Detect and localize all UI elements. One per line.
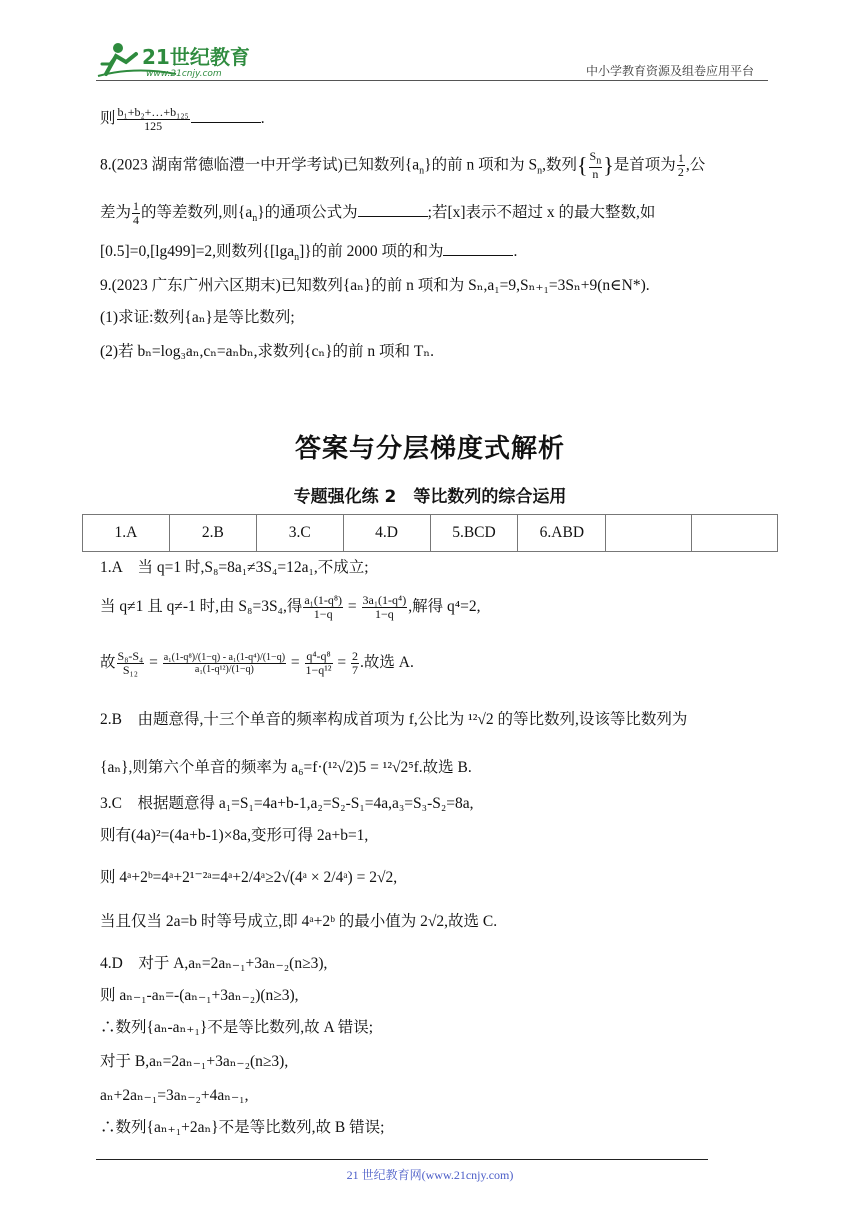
sol4-line-2: 则 aₙ₋₁-aₙ=-(aₙ₋₁+3aₙ₋₂)(n≥3),	[100, 987, 299, 1004]
q8-line-2: 差为 $\frac{1}{4}$ 的等差数列,则$\{a_n\}$的通项公式为 ;若[x]表示不超过 x 的最大整数,如	[100, 199, 656, 227]
q9-line-3: (2)若 bₙ=log₃aₙ,cₙ=aₙbₙ,求数列{cₙ}的前 n 项和 Tₙ.	[100, 343, 434, 360]
q9-line-1: 9.(2023 广东广州六区期末)已知数列{aₙ}的前 n 项和为 Sₙ,a₁=9,Sₙ₊₁=3Sₙ+9(n∈N*).	[100, 277, 650, 294]
sol1-line-2: 当 q≠1 且 q≠-1 时,由 S₈=3S₄,得 $\frac{\text{a₁(1-q⁸)}}{1-q}$ = $\frac{\text{3a₁(1-q⁴)}}{1-q}$ ,解得 q⁴=2,	[100, 593, 481, 621]
q8-line-3: [0.5]=0,[lg499]=2,则数列{[lga$_n$]}的前 2000 项的和为 .	[100, 243, 518, 264]
platform-name: 中小学教育资源及组卷应用平台	[585, 64, 754, 78]
answer-cell	[606, 515, 692, 552]
site-logo	[96, 36, 266, 80]
answer-cell: 4.D	[343, 515, 430, 552]
q7-line: 则 $\frac{\text{b₁+b₂+…+b₁₂₅}}{125}$ .	[100, 105, 265, 133]
answer-cell	[692, 515, 778, 552]
sol3-line-2: 则有(4a)²=(4a+b-1)×8a,变形可得 2a+b=1,	[100, 827, 369, 844]
header-divider	[96, 80, 768, 81]
answer-cell: 3.C	[256, 515, 343, 552]
answer-title: 答案与分层梯度式解析	[294, 434, 565, 464]
sol2-line-2: {aₙ},则第六个单音的频率为 a₆=f·(¹²√2)5 = ¹²√2⁵f.故选 B.	[100, 759, 472, 776]
q9-line-2: (1)求证:数列{aₙ}是等比数列;	[100, 309, 295, 326]
answer-cell: 1.A	[83, 515, 170, 552]
answer-table	[82, 514, 778, 552]
sol1-line-3: 故 $\frac{\text{S₈-S₄}}{\text{S₁₂}}$ = $\frac{\text{a₁(1-q⁸)/(1−q) - a₁(1-q⁴)/(1−q)}}{\text{a₁(1-q¹²)/(1−q)}}$ = $\frac{\text{q⁴-q⁸}}{\text{1−q¹²}}$ = $\frac{2}{7}$ .故选 A.	[100, 649, 414, 677]
answer-cell: 6.ABD	[518, 515, 606, 552]
sol4-line-4: 对于 B,aₙ=2aₙ₋₁+3aₙ₋₂(n≥3),	[100, 1053, 289, 1070]
sol3-line-3: 则 4ᵃ+2ᵇ=4ᵃ+2¹⁻²ᵃ=4ᵃ+2/4ᵃ≥2√(4ᵃ × 2/4ᵃ) = 2√2,	[100, 869, 398, 886]
sol2-line-1: 2.B 由题意得,十三个单音的频率构成首项为 f,公比为 ¹²√2 的等比数列,设该等比数列为	[100, 711, 688, 728]
q8-line-1: 8.(2023 湖南常德临澧一中开学考试)已知数列$\{a_n\}$的前 n 项和为 $S_n$,数列{ $\frac{S_n}{n}$ }是首项为 $\frac{1}{2}$ ,公	[100, 149, 706, 182]
sol4-line-1: 4.D 对于 A,aₙ=2aₙ₋₁+3aₙ₋₂(n≥3),	[100, 955, 328, 972]
sol3-line-1: 3.C 根据题意得 a₁=S₁=4a+b-1,a₂=S₂-S₁=4a,a₃=S₃-S₂=8a,	[100, 795, 474, 812]
logo-url: www.21cnjy.com	[146, 69, 222, 79]
logo-text: 21世纪教育	[142, 45, 250, 69]
answer-cell: 2.B	[169, 515, 256, 552]
sol4-line-6: ∴数列{aₙ₊₁+2aₙ}不是等比数列,故 B 错误;	[100, 1119, 385, 1136]
footer-divider	[96, 1159, 708, 1160]
footer-text: 21 世纪教育网(www.21cnjy.com)	[346, 1168, 514, 1182]
sol4-line-3: ∴数列{aₙ-aₙ₊₁}不是等比数列,故 A 错误;	[100, 1019, 374, 1036]
answer-subtitle: 专题强化练 2 等比数列的综合运用	[293, 487, 567, 507]
sol3-line-4: 当且仅当 2a=b 时等号成立,即 4ᵃ+2ᵇ 的最小值为 2√2,故选 C.	[100, 913, 498, 930]
sol4-line-5: aₙ+2aₙ₋₁=3aₙ₋₂+4aₙ₋₁,	[100, 1087, 249, 1104]
answer-cell: 5.BCD	[430, 515, 518, 552]
sol1-line-1: 1.A 当 q=1 时,S₈=8a₁≠3S₄=12a₁,不成立;	[100, 559, 369, 576]
